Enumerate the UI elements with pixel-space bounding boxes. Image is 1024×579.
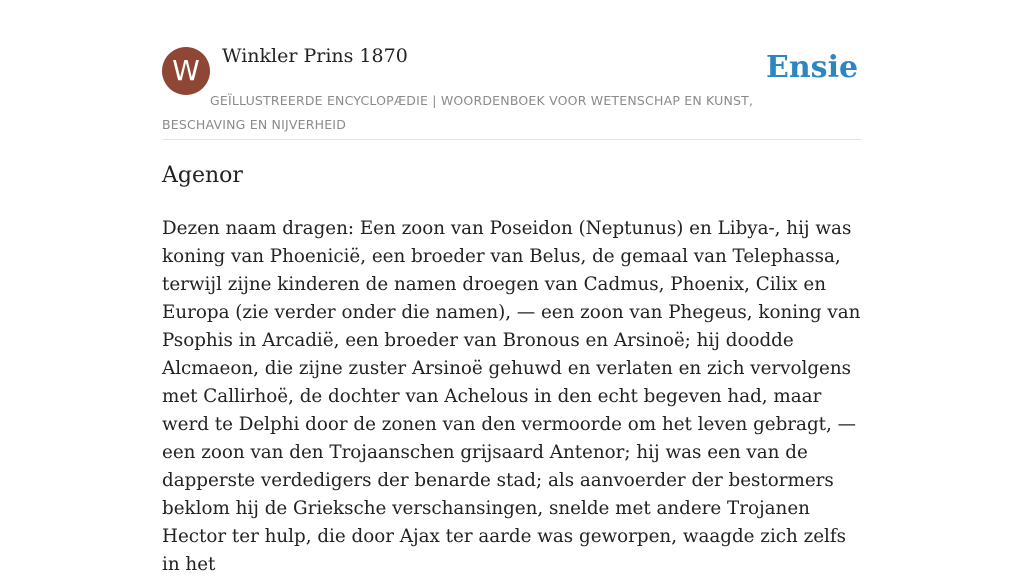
avatar-letter: W (172, 54, 200, 87)
source-subtitle: GEÏLLUSTREERDE ENCYCLOPÆDIE | WOORDENBOEK VOOR WETENSCHAP EN KUNST, BESCHAVING EN NIJVERHEID (162, 93, 754, 132)
source-title[interactable]: Winkler Prins 1870 (222, 45, 408, 67)
article-headword: Agenor (162, 163, 243, 188)
article-body: Dezen naam dragen: Een zoon van Poseidon (Neptunus) en Libya-, hij was koning van Phoenicië, een broeder van Belus, de gemaal van Telephassa, terwijl zijne kinderen de namen droegen van Cadmus, Phoenix, Cilix en Europa (zie verder onder die namen), — een zoon van Phegeus, koning van Psophis in Arcadië, een broeder van Bronous en Arsinoë; hij doodde Alcmaeon, die zijne zuster Arsinoë gehuwd en verlaten en zich vervolgens met Callirhoë, de dochter van Achelous in den echt begeven had, maar werd te Delphi door de zonen van den vermoorde om het leven gebragt, — een zoon van den Trojaanschen grijsaard Antenor; hij was een van de dapperste verdedigers der benarde stad; als aanvoerder der bestormers beklom hij de Grieksche verschansingen, snelde met andere Trojanen Hector ter hulp, die door Ajax ter aarde was geworpen, waagde zich zelfs in het (162, 218, 861, 575)
header-divider (162, 139, 862, 140)
brand-logo[interactable]: Ensie (766, 50, 859, 85)
avatar (162, 47, 210, 95)
